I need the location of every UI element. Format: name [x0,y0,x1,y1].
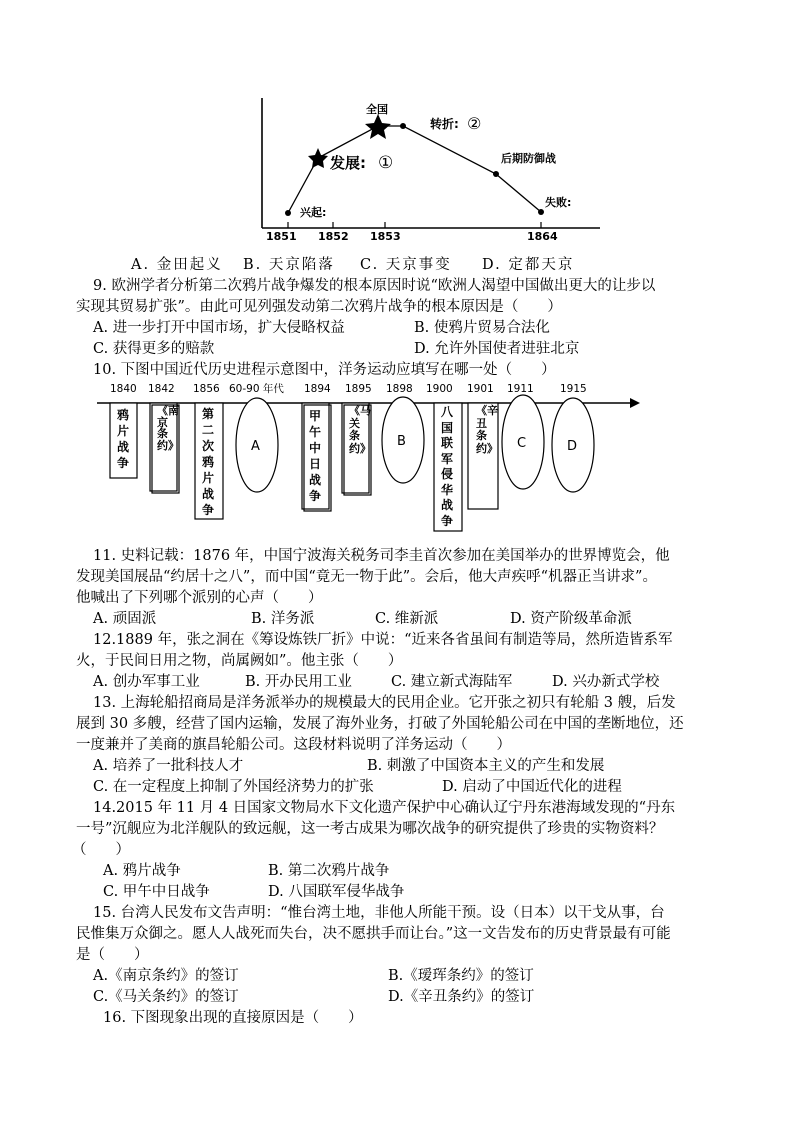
timeline-year-1915: 1915 [560,383,587,395]
oval-label-c: C [517,436,527,451]
timeline-ovals [236,395,594,492]
q15-stem-line1: 15. 台湾人民发布文告声明：“惟台湾土地，非他人所能干预。设（日本）以干戈从事，台 [93,905,665,921]
q9-option-c: C. 获得更多的赔款 [93,341,215,357]
q13-stem-line3: 一度兼并了美商的旗昌轮船公司。这段材料说明了洋务运动（ ） [76,737,511,753]
q9-stem-line1: 9. 欧洲学者分析第二次鸦片战争爆发的根本原因时说“欧洲人渴望中国做出更大的让步以 [93,278,656,294]
q12-stem-line2: 火，于民间日用之物，尚属阙如”。他主张（ ） [76,653,403,669]
label-rise: 兴起: [300,206,327,219]
q15-option-a: A.《南京条约》的签订 [93,968,239,984]
box-label-second-opium-war: 第二次鸦片战争 [202,407,215,517]
box-label-shimonoseki-treaty: 《马关条约》 [349,404,371,455]
timeline-year-1842: 1842 [148,383,175,395]
q16-stem: 16. 下图现象出现的直接原因是（ ） [103,1010,363,1026]
q12-stem-line1: 12.1889 年，张之洞在《筹设炼铁厂折》中说：“近来各省虽间有制造等局，然所造皆系军 [93,632,673,648]
label-fail: 失败: [545,196,572,209]
label-defense: 后期防御战 [501,152,556,165]
trend-line [288,126,541,213]
oval-label-b: B [397,434,406,449]
q8-option-b: B. 天京陷落 [243,257,335,273]
q11-option-c: C. 维新派 [375,611,439,627]
year-label-1864: 1864 [527,230,558,243]
timeline-year-1901: 1901 [467,383,494,395]
label-develop-mark: ① [378,153,394,173]
q13-option-a: A. 培养了一批科技人才 [93,758,244,774]
star-develop-icon [308,148,328,168]
timeline-year-60-90: 60-90 年代 [229,383,284,395]
q14-stem-line2: 一号”沉舰应为北洋舰队的致远舰，这一考古成果为哪次战争的研究提供了珍贵的实物资料？ [76,821,664,837]
q14-option-d: D. 八国联军侵华战争 [268,884,405,900]
box-label-boxer-protocol: 《辛丑条约》 [476,404,498,455]
q9-option-d: D. 允许外国使者进驻北京 [414,341,580,357]
q11-option-a: A. 顽固派 [93,611,157,627]
timeline-year-1898: 1898 [386,383,413,395]
q8-option-d: D. 定都天京 [482,257,575,273]
q10-stem: 10. 下图中国近代历史进程示意图中，洋务运动应填写在哪一处（ ） [93,362,556,378]
year-label-1851: 1851 [266,230,297,243]
q12-option-a: A. 创办军事工业 [93,674,200,690]
label-turn-mark: ② [467,114,482,133]
q14-stem-line1: 14.2015 年 11 月 4 日国家文物局水下文化遗产保护中心确认辽宁丹东港海域发现的“丹东 [93,800,676,816]
q9-stem-line2: 实现其贸易扩张”。由此可见列强发动第二次鸦片战争的根本原因是（ ） [76,299,562,315]
q15-stem-line3: 是（ ） [76,947,149,963]
q13-option-d: D. 启动了中国近代化的进程 [442,779,622,795]
label-develop: 发展: [330,154,366,172]
q15-option-c: C.《马关条约》的签订 [93,989,239,1005]
q11-option-b: B. 洋务派 [251,611,315,627]
q13-stem-line2: 展到 30 多艘，经营了国内运输，发展了海外业务，打破了外国轮船公司在中国的垄断地位，还 [76,716,684,732]
q8-option-c: C. 天京事变 [360,257,452,273]
timeline-year-1840: 1840 [110,383,137,395]
point-fail [538,209,544,215]
box-label-eight-nation-war: 八国联军侵华战争 [441,405,454,528]
point-defense [493,171,499,177]
q14-option-c: C. 甲午中日战争 [103,884,210,900]
q8-option-a: A. 金田起义 [131,257,223,273]
point-turn [400,123,406,129]
q13-stem-line1: 13. 上海轮船招商局是洋务派举办的规模最大的民用企业。它开张之初只有轮船 3 艘，后发 [93,695,676,711]
q14-option-a: A. 鸦片战争 [103,863,181,879]
q13-option-b: B. 刺激了中国资本主义的产生和发展 [367,758,605,774]
timeline-year-1900: 1900 [426,383,453,395]
q13-option-c: C. 在一定程度上抑制了外国经济势力的扩张 [93,779,374,795]
oval-label-a: A [251,439,260,454]
q9-option-b: B. 使鸦片贸易合法化 [414,320,550,336]
point-rise [285,210,291,216]
box-label-sino-japanese-war: 甲午中日战争 [309,409,322,503]
oval-label-d: D [567,439,578,454]
timeline-year-1856: 1856 [193,383,220,395]
q12-option-c: C. 建立新式海陆军 [391,674,513,690]
q14-stem-line3: （ ） [72,842,130,858]
q11-stem-line1: 11. 史料记载：1876 年，中国宁波海关税务司李圭首次参加在美国举办的世界博览会，他 [93,548,670,564]
timeline-year-1911: 1911 [507,383,534,395]
year-label-1852: 1852 [318,230,349,243]
box-label-opium-war: 鸦片战争 [117,408,130,470]
q11-stem-line3: 他喊出了下列哪个派别的心声（ ） [76,590,323,606]
label-peak: 全国 [366,103,388,116]
box-label-nanjing-treaty: 《南京条约》 [157,404,179,452]
q14-option-b: B. 第二次鸦片战争 [268,863,390,879]
q12-option-b: B. 开办民用工业 [245,674,352,690]
label-turn: 转折: [430,117,459,131]
q11-option-d: D. 资产阶级革命派 [510,611,632,627]
taiping-chart [0,0,794,250]
timeline-year-1895: 1895 [345,383,372,395]
q11-stem-line2: 发现美国展品“约居十之八”，而中国“竟无一物于此”。会后，他大声疾呼“机器正当讲求”。 [76,569,657,585]
q15-option-d: D.《辛丑条约》的签订 [388,989,535,1005]
q12-option-d: D. 兴办新式学校 [552,674,660,690]
q9-option-a: A. 进一步打开中国市场，扩大侵略权益 [93,320,345,336]
year-label-1853: 1853 [370,230,401,243]
star-peak-icon [365,114,391,139]
q15-stem-line2: 民惟集万众御之。愿人人战死而失台，决不愿拱手而让台。”这一文告发布的历史背景最有可能 [76,926,671,942]
q15-option-b: B.《瑷珲条约》的签订 [388,968,534,984]
timeline-arrow-icon [630,398,640,408]
timeline-year-1894: 1894 [304,383,331,395]
